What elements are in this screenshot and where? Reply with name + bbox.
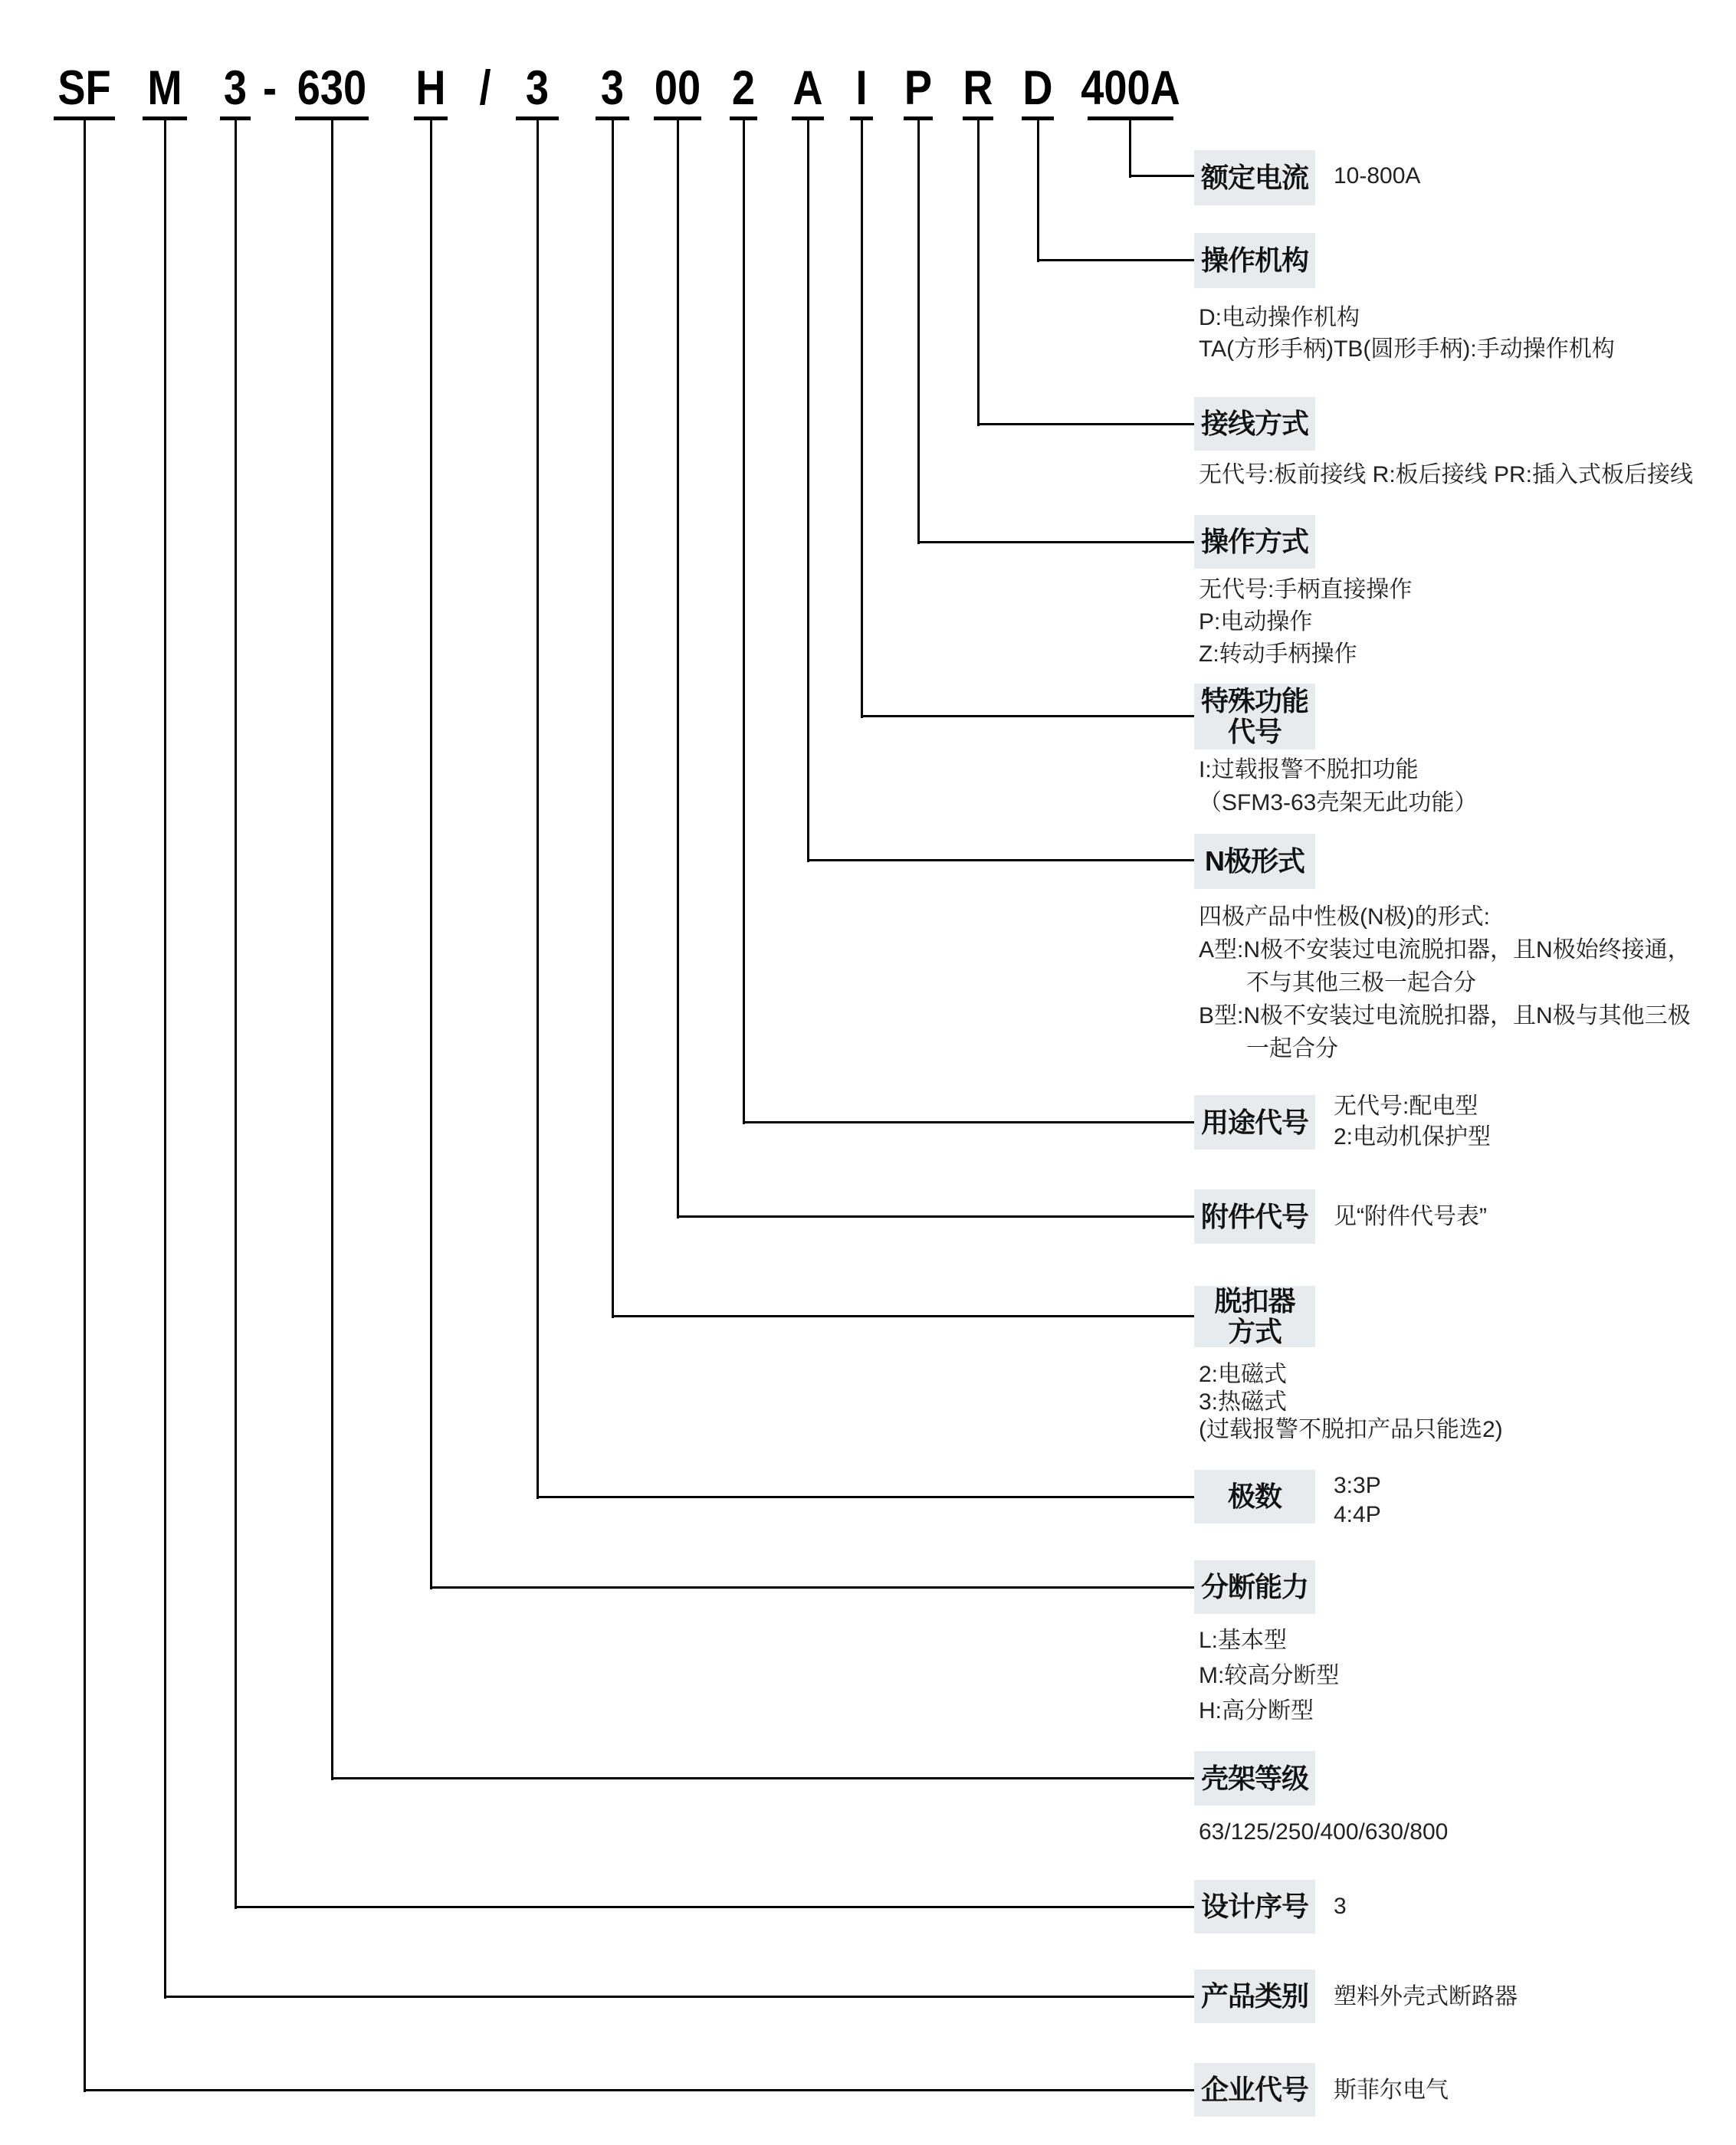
description-text: 2:电磁式 3:热磁式 (过载报警不脱扣产品只能选2)	[1199, 1362, 1503, 1442]
model-token: 3	[600, 61, 625, 115]
label-text: 企业代号	[1200, 2074, 1308, 2105]
label-box	[1194, 834, 1315, 889]
label-text: 额定电流	[1200, 162, 1308, 193]
description-text: L:基本型 M:较高分断型 H:高分断型	[1199, 1628, 1340, 1724]
model-token-slash: /	[479, 61, 491, 115]
connector-line-vertical	[84, 120, 86, 2092]
label-text: 用途代号	[1200, 1106, 1308, 1138]
model-token: 630	[297, 61, 367, 115]
label-text: 脱扣器	[1214, 1285, 1295, 1317]
connector-line-horizontal	[612, 1315, 1194, 1317]
model-token: SF	[57, 61, 111, 115]
model-token: A	[793, 61, 823, 115]
model-token: M	[147, 61, 182, 115]
connector-line-vertical	[1037, 120, 1039, 262]
connector-line-vertical	[235, 120, 237, 1909]
connector-line-vertical	[612, 120, 614, 1318]
label-box	[1194, 684, 1315, 749]
model-token: P	[904, 61, 933, 115]
label-text: 接线方式	[1200, 408, 1308, 439]
side-note: 斯菲尔电气	[1334, 2078, 1449, 2103]
description-text: D:电动操作机构 TA(方形手柄)TB(圆形手柄):手动操作机构	[1199, 305, 1615, 362]
label-text: 产品类别	[1200, 1980, 1308, 2012]
label-box	[1194, 1970, 1315, 2023]
label-box	[1194, 1189, 1315, 1244]
connector-line-horizontal	[861, 715, 1194, 717]
connector-line-vertical	[677, 120, 679, 1218]
connector-line-horizontal	[537, 1496, 1194, 1498]
model-token: 3	[525, 61, 550, 115]
label-box	[1194, 1751, 1315, 1806]
label-text: 设计序号	[1200, 1891, 1308, 1922]
connector-line-horizontal	[235, 1906, 1194, 1908]
side-note: 见“附件代号表”	[1334, 1204, 1487, 1229]
model-token: D	[1022, 61, 1053, 115]
side-note: 3	[1334, 1894, 1347, 1919]
connector-line-horizontal	[331, 1777, 1194, 1779]
model-token: 00	[654, 61, 701, 115]
model-token: H	[415, 61, 446, 115]
label-text: 操作机构	[1200, 244, 1308, 276]
connector-line-horizontal	[164, 1996, 1194, 1998]
description-text: 无代号:板前接线 R:板后接线 PR:插入式板后接线	[1199, 462, 1694, 487]
label-text-line2: 代号	[1227, 716, 1281, 747]
label-box	[1194, 2063, 1315, 2117]
side-note: 塑料外壳式断路器	[1334, 1984, 1518, 2009]
connector-line-vertical	[743, 120, 745, 1124]
label-box	[1194, 1560, 1315, 1614]
label-text: 分断能力	[1200, 1571, 1308, 1602]
connector-line-horizontal	[1129, 175, 1196, 177]
connector-line-vertical	[807, 120, 809, 862]
connector-line-horizontal	[84, 2089, 1194, 2091]
model-token: 3	[223, 61, 248, 115]
connector-line-vertical	[537, 120, 539, 1499]
model-token: R	[963, 61, 993, 115]
description-text: 四极产品中性极(N极)的形式: A型:N极不安装过电流脱扣器，且N极始终接通， 不与其他三极一起合分 B型:N极不安装过电流脱扣器，且N极与其他三极 一起合分	[1199, 904, 1691, 1061]
connector-line-vertical	[164, 120, 166, 1999]
model-token: I	[855, 61, 868, 115]
connector-line-horizontal	[807, 859, 1194, 861]
label-box	[1194, 150, 1315, 205]
label-box	[1194, 1880, 1315, 1933]
connector-line-vertical	[917, 120, 920, 544]
connector-line-vertical	[1129, 120, 1131, 178]
label-text: N极形式	[1205, 845, 1304, 877]
model-token-dash: -	[262, 61, 277, 115]
label-box	[1194, 397, 1315, 451]
description-text: 无代号:手柄直接操作 P:电动操作 Z:转动手柄操作	[1199, 577, 1413, 667]
side-note: 3:3P 4:4P	[1334, 1473, 1381, 1527]
label-box	[1194, 1095, 1315, 1150]
connector-line-vertical	[861, 120, 863, 718]
label-box	[1194, 515, 1315, 569]
description-text: I:过载报警不脱扣功能 （SFM3-63壳架无此功能）	[1199, 757, 1478, 815]
connector-line-horizontal	[1037, 259, 1194, 261]
connector-line-horizontal	[917, 541, 1194, 543]
side-note: 10-800A	[1334, 163, 1421, 189]
model-token: 2	[731, 61, 756, 115]
label-text-line2: 方式	[1227, 1316, 1281, 1347]
connector-line-horizontal	[430, 1586, 1194, 1589]
connector-line-horizontal	[677, 1215, 1194, 1218]
label-box	[1194, 233, 1315, 288]
connector-line-vertical	[977, 120, 980, 426]
label-text: 壳架等级	[1200, 1762, 1308, 1794]
label-box	[1194, 1470, 1315, 1523]
connector-line-horizontal	[977, 423, 1194, 425]
label-text: 操作方式	[1200, 526, 1308, 557]
model-token: 400A	[1081, 61, 1180, 115]
connector-line-vertical	[430, 120, 432, 1589]
connector-line-vertical	[331, 120, 333, 1780]
label-text: 附件代号	[1200, 1200, 1308, 1232]
side-note: 无代号:配电型 2:电动机保护型	[1334, 1094, 1492, 1150]
connector-line-horizontal	[743, 1121, 1194, 1123]
label-text: 极数	[1227, 1481, 1281, 1512]
label-text: 特殊功能	[1200, 685, 1308, 717]
description-text: 63/125/250/400/630/800	[1199, 1819, 1449, 1845]
label-box	[1194, 1286, 1315, 1347]
